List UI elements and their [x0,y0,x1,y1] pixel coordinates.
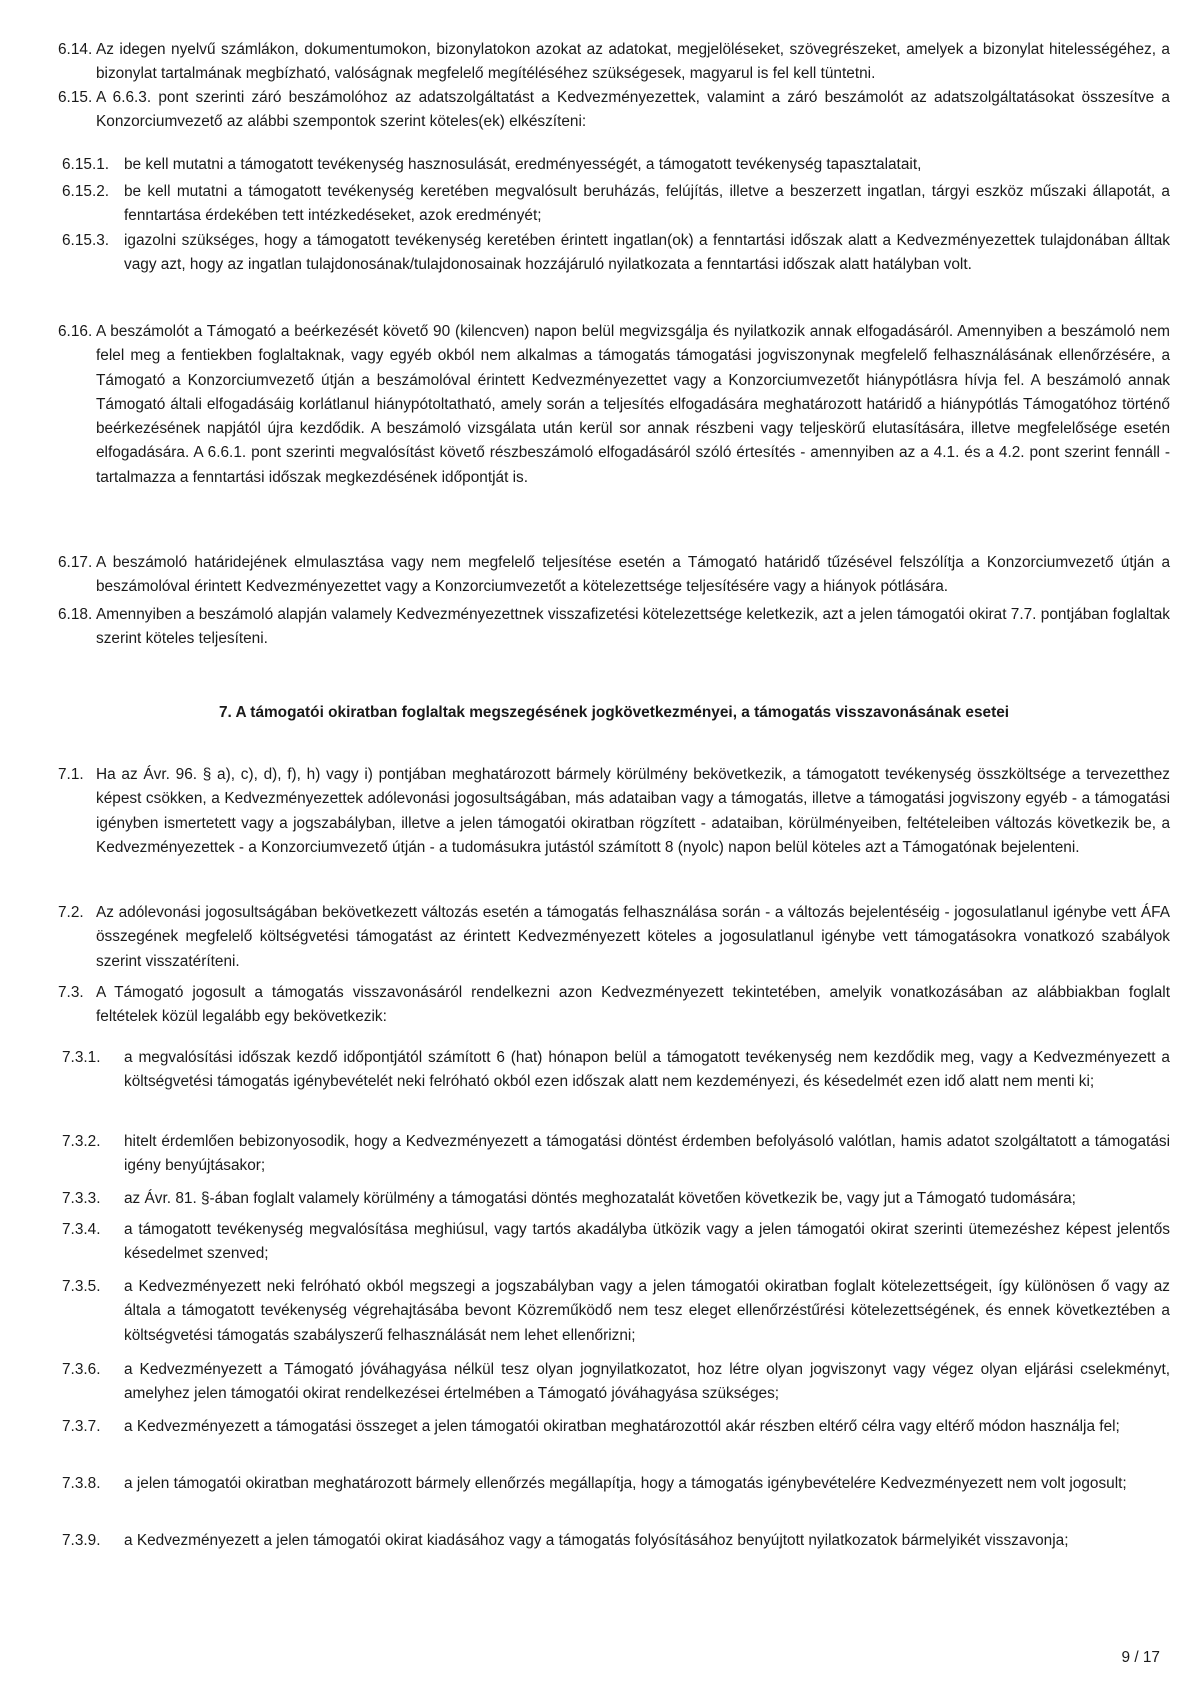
paragraph-number: 7.3.2. [62,1133,101,1150]
paragraph-number: 7.3. [58,984,84,1001]
paragraph-number: 7.3.3. [62,1190,101,1207]
paragraph-number: 6.14. [58,41,93,58]
paragraph-7-3-8 [58,1472,1170,1496]
paragraph-text: A Támogató jogosult a támogatás visszavonásáról rendelkezni azon Kedvezményezett tekintetében, amelyik vonatkozásában az alábbiakban foglalt feltételek közül legalább egy bekövetkezik: [96,984,1170,1026]
paragraph-text: a támogatott tevékenység megvalósítása meghiúsul, vagy tartós akadályba ütközik vagy a jelen támogatói okirat szerinti ütemezéshez képest jelentős késedelmet szenved; [124,1221,1170,1263]
paragraph-number: 7.1. [58,766,84,783]
paragraph-text: A 6.6.3. pont szerinti záró beszámolóhoz az adatszolgáltatást a Kedvezményezettek, valamint a záró beszámolót az adatszolgáltatásokat összesítve a Konzorciumvezető az alábbi szempontok szerint köteles(ek) elkészíteni: [96,89,1170,131]
paragraph-number: 7.3.5. [62,1278,101,1295]
paragraph-7-3-9 [58,1529,1170,1553]
paragraph-7-3-7 [58,1415,1170,1439]
paragraph-6-15-1 [58,153,1170,177]
paragraph-text: Az idegen nyelvű számlákon, dokumentumokon, bizonylatokon azokat az adatokat, megjelöléseket, szövegrészeket, amelyek a bizonylat hitelességéhez, a bizonylat tartalmának megbízható, valóságnak megfelelő megítéléséhez szükségesek, magyarul is fel kell tüntetni. [96,41,1170,83]
paragraph-number: 7.3.9. [62,1532,101,1549]
paragraph-6-16 [58,320,1170,490]
paragraph-number: 6.17. [58,554,93,571]
paragraph-text: hitelt érdemlően bebizonyosodik, hogy a Kedvezményezett a támogatási döntést érdemben befolyásoló valótlan, hamis adatot szolgáltatott a támogatási igény benyújtásakor; [124,1133,1170,1175]
paragraph-7-3-1 [58,1046,1170,1095]
paragraph-number: 6.18. [58,606,93,623]
paragraph-7-3-2 [58,1130,1170,1179]
paragraph-6-18 [58,603,1170,652]
paragraph-text: a Kedvezményezett a jelen támogatói okirat kiadásához vagy a támogatás folyósításához benyújtott nyilatkozatok bármelyikét visszavonja; [124,1532,1069,1549]
paragraph-7-3-6 [58,1358,1170,1407]
paragraph-number: 7.2. [58,904,84,921]
paragraph-number: 7.3.7. [62,1418,101,1435]
paragraph-7-3-5 [58,1275,1170,1348]
paragraph-number: 6.15. [58,89,93,106]
paragraph-number: 6.15.2. [62,183,110,200]
paragraph-number: 6.15.3. [62,232,110,249]
paragraph-text: Amennyiben a beszámoló alapján valamely Kedvezményezettnek visszafizetési kötelezettsége keletkezik, azt a jelen támogatói okirat 7.7. pontjában foglaltak szerint köteles teljesíteni. [96,606,1170,648]
paragraph-number: 6.16. [58,323,93,340]
paragraph-text: az Ávr. 81. §-ában foglalt valamely körülmény a támogatási döntés meghozatalát követően következik be, vagy jut a Támogató tudomására; [124,1190,1076,1207]
paragraph-7-1 [58,763,1170,860]
paragraph-text: be kell mutatni a támogatott tevékenység hasznosulását, eredményességét, a támogatott tevékenység tapasztalatait, [124,156,922,173]
paragraph-text: a jelen támogatói okiratban meghatározott bármely ellenőrzés megállapítja, hogy a támogatás igénybevételére Kedvezményezett nem volt jogosult; [124,1475,1127,1492]
paragraph-7-3-3 [58,1187,1170,1211]
section-heading: 7. A támogatói okiratban foglaltak megszegésének jogkövetkezményei, a támogatás visszavonásának esetei [218,704,1010,721]
paragraph-6-15-3 [58,229,1170,278]
paragraph-text: a Kedvezményezett neki felróható okból megszegi a jogszabályban vagy a jelen támogatói okiratban foglalt kötelezettségeit, így különösen ő vagy az általa a támogatott tevékenység végrehajtásába bevont Közreműködő nem tesz eleget ellenőrzéstűrési kötelezettségének, és ennek következtében a költségvetési támogatás szabályszerű felhasználását nem lehet ellenőrizni; [124,1278,1170,1344]
paragraph-text: A beszámoló határidejének elmulasztása vagy nem megfelelő teljesítése esetén a Támogató határidő tűzésével felszólítja a Konzorciumvezető útján a beszámolóval érintett Kedvezményezettet vagy a Konzorciumvezetőt a kötelezettsége teljesítésére vagy a hiányok pótlására. [96,554,1170,596]
paragraph-text: a Kedvezményezett a támogatási összeget a jelen támogatói okiratban meghatározottól akár részben eltérő célra vagy eltérő módon használja fel; [124,1418,1120,1435]
paragraph-number: 7.3.6. [62,1361,101,1378]
paragraph-6-15-2 [58,180,1170,229]
paragraph-number: 6.15.1. [62,156,110,173]
paragraph-6-14 [58,38,1170,87]
paragraph-text: Ha az Ávr. 96. § a), c), d), f), h) vagy i) pontjában meghatározott bármely körülmény bekövetkezik, a támogatott tevékenység összköltsége a tervezetthez képest csökken, a Kedvezményezettek adólevonási jogosultságában, más adataiban vagy a támogatás, illetve a támogatási jogviszony egyéb - a támogatási igényben ismertetett vagy a jogszabályban, illetve a jelen támogatói okiratban rögzített - adataiban, körülményeiben, feltételeiben változás következik be, a Kedvezményezettek - a Konzorciumvezető útján - a tudomásukra jutástól számított 8 (nyolc) napon belül köteles azt a Támogatónak bejelenteni. [96,766,1170,856]
paragraph-number: 7.3.8. [62,1475,101,1492]
paragraph-7-2 [58,901,1170,974]
paragraph-text: a Kedvezményezett a Támogató jóváhagyása nélkül tesz olyan jognyilatkozatot, hoz létre olyan jogviszonyt vagy végez olyan eljárási cselekményt, amelyhez jelen támogatói okirat rendelkezései értelmében a Támogató jóváhagyása szükséges; [124,1361,1170,1403]
paragraph-text: be kell mutatni a támogatott tevékenység keretében megvalósult beruházás, felújítás, illetve a beszerzett ingatlan, tárgyi eszköz műszaki állapotát, a fenntartása érdekében tett intézkedéseket, azok eredményét; [124,183,1170,225]
paragraph-text: Az adólevonási jogosultságában bekövetkezett változás esetén a támogatás felhasználása során - a változás bejelentéséig - jogosulatlanul igénybe vett ÁFA összegének megfelelő költségvetési támogatást az érintett Kedvezményezett köteles a jogosulatlanul igénybe vett támogatásokra vonatkozó szabályok szerint visszatéríteni. [96,904,1170,970]
paragraph-number: 7.3.1. [62,1049,101,1066]
page-number: 9 / 17 [1121,1649,1160,1666]
paragraph-text: igazolni szükséges, hogy a támogatott tevékenység keretében érintett ingatlan(ok) a fenntartási időszak alatt a Kedvezményezettek tulajdonában álltak vagy azt, hogy az ingatlan tulajdonosának/tulajdonosainak hozzájáruló nyilatkozata a fenntartási időszak alatt hatályban volt. [124,232,1170,274]
paragraph-text: A beszámolót a Támogató a beérkezését követő 90 (kilencven) napon belül megvizsgálja és nyilatkozik annak elfogadásáról. Amennyiben a beszámoló nem felel meg a fentiekben foglaltaknak, vagy egyéb okból nem alkalmas a támogatás támogatási jogviszonynak megfelelő felhasználásának ellenőrzésére, a Támogató a Konzorciumvezető útján a beszámolóval érintett Kedvezményezettet vagy a Konzorciumvezetőt hiánypótlásra hívja fel. A beszámoló annak Támogató általi elfogadásáig korlátlanul hiánypótoltatható, amely során a teljesítés elfogadására meghatározott határidő a hiánypótlás Támogatóhoz történő beérkezésének napjától újra kezdődik. A beszámoló vizsgálata után kerül sor annak részbeni vagy teljeskörű elutasítására, illetve megfelelősége esetén elfogadására. A 6.6.1. pont szerinti megvalósítást követő részbeszámoló elfogadásáról szóló értesítés - amennyiben az a 4.1. és a 4.2. pont szerint fennáll - tartalmazza a fenntartási időszak megkezdésének időpontját is. [96,323,1170,486]
paragraph-text: a megvalósítási időszak kezdő időpontjától számított 6 (hat) hónapon belül a támogatott tevékenység nem kezdődik meg, vagy a Kedvezményezett a költségvetési támogatás igénybevételét neki felróható okból ezen időszak alatt nem kezdeményezi, és késedelmét ezen idő alatt nem menti ki; [124,1049,1170,1091]
paragraph-6-17 [58,551,1170,600]
paragraph-6-15 [58,86,1170,135]
paragraph-7-3-4 [58,1218,1170,1267]
paragraph-7-3 [58,981,1170,1030]
paragraph-number: 7.3.4. [62,1221,101,1238]
